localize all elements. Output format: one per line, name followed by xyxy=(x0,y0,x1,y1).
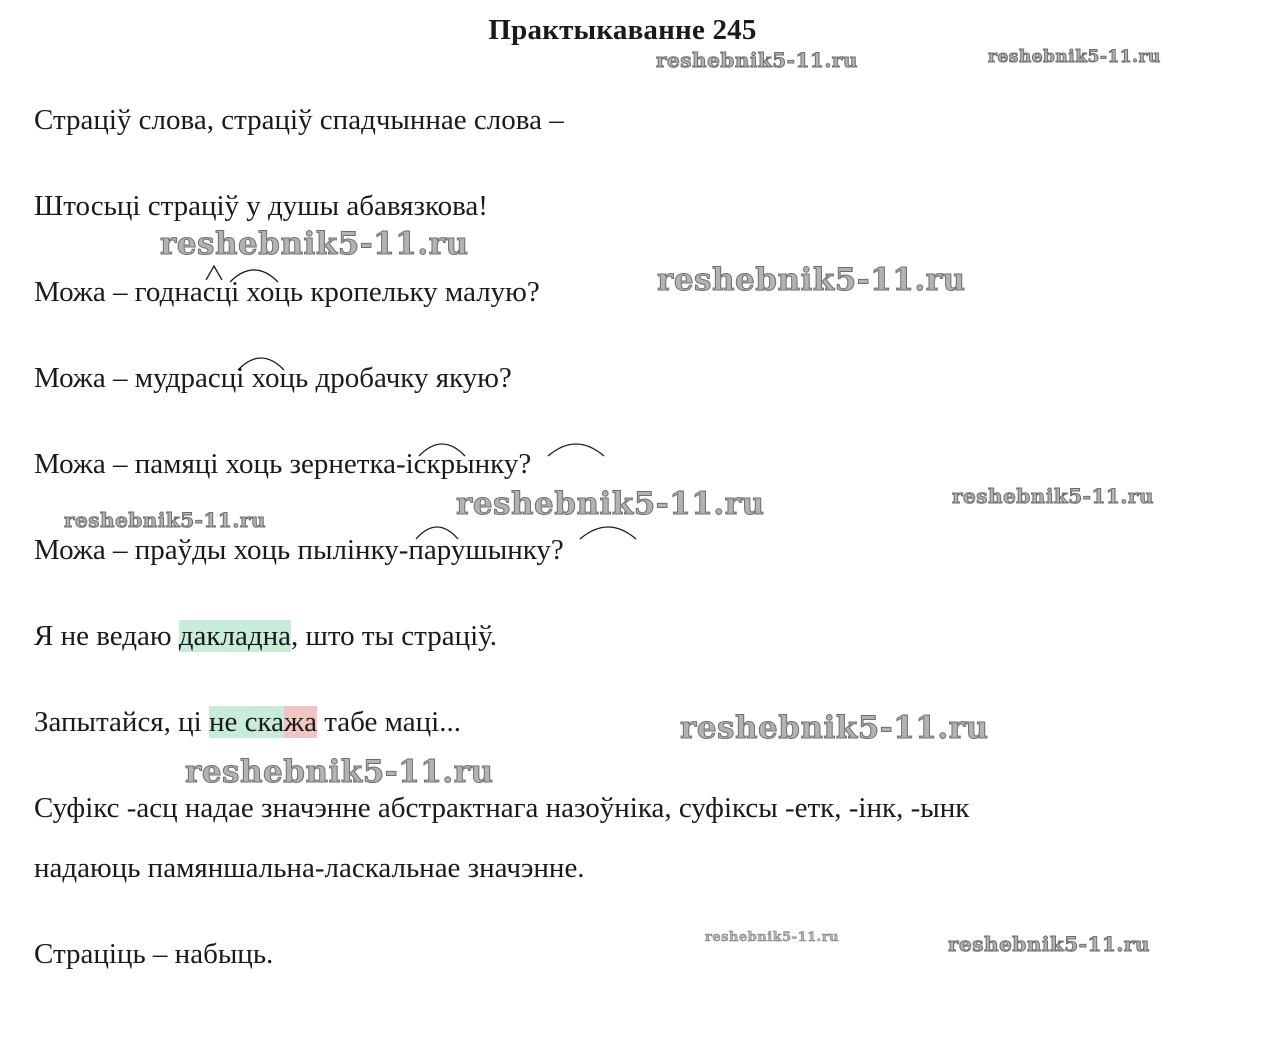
watermark: reshebnik5-11.ru xyxy=(456,486,765,522)
text-line-6: Можа – праўды хоць пылінку-парушынку? xyxy=(34,534,564,566)
suffix-arc-mark xyxy=(228,262,280,284)
text-segment: табе маці... xyxy=(316,706,461,738)
text-line-3: Можа – годнасці хоць кропельку малую? xyxy=(34,276,540,308)
watermark: reshebnik5-11.ru xyxy=(952,484,1154,508)
highlighted-prefix: не ска xyxy=(208,706,285,738)
text-line-10: надаюць памяншальна-ласкальнае значэнне. xyxy=(34,852,585,884)
text-line-7 xyxy=(34,618,497,654)
text-segment: , што ты страціў. xyxy=(291,620,497,652)
watermark: reshebnik5-11.ru xyxy=(185,754,494,790)
watermark: reshebnik5-11.ru xyxy=(64,508,266,532)
suffix-arc-mark xyxy=(546,436,606,458)
text-line-4: Можа – мудрасці хоць дробачку якую? xyxy=(34,362,512,394)
text-line-11: Страціць – набыць. xyxy=(34,938,274,970)
text-line-9: Суфікс -асц надае значэнне абстрактнага назоўніка, суфіксы -етк, -інк, -ынк xyxy=(34,792,970,824)
text-segment: Я не ведаю xyxy=(34,620,179,652)
watermark: reshebnik5-11.ru xyxy=(705,930,840,945)
highlighted-word: дакладна xyxy=(178,620,292,652)
text-line-5: Можа – памяці хоць зернетка-іскрынку? xyxy=(34,448,532,480)
page-title: Практыкаванне 245 xyxy=(488,14,757,46)
suffix-arc-mark xyxy=(414,519,460,541)
watermark: reshebnik5-11.ru xyxy=(656,48,858,72)
watermark: reshebnik5-11.ru xyxy=(160,226,469,262)
highlighted-ending: жа xyxy=(284,706,317,738)
text-line-1: Страціў слова, страціў спадчыннае слова – xyxy=(34,104,564,136)
watermark: reshebnik5-11.ru xyxy=(988,47,1161,67)
suffix-arc-mark xyxy=(578,519,638,541)
watermark: reshebnik5-11.ru xyxy=(948,932,1150,956)
text-line-2: Штосьці страціў у душы абавязкова! xyxy=(34,190,488,222)
suffix-arc-mark xyxy=(236,350,286,372)
watermark: reshebnik5-11.ru xyxy=(657,262,966,298)
watermark: reshebnik5-11.ru xyxy=(680,710,989,746)
text-segment: Запытайся, ці xyxy=(34,706,209,738)
suffix-arc-mark xyxy=(417,436,467,458)
root-caret-mark xyxy=(204,262,224,282)
text-line-8 xyxy=(34,704,461,740)
